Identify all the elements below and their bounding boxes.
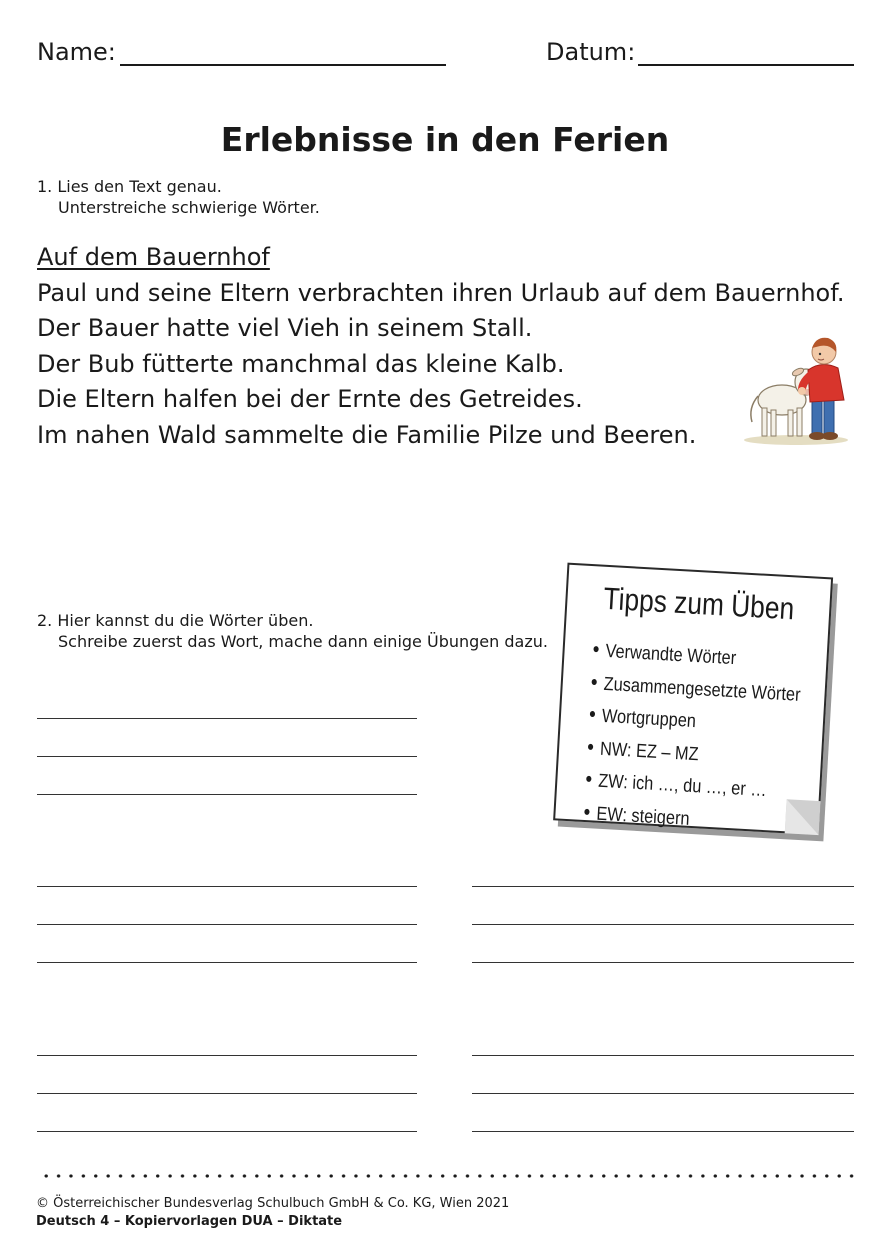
story-line: Die Eltern halfen bei der Ernte des Getreides. [37, 385, 583, 413]
date-field[interactable] [638, 64, 854, 66]
story-line: Der Bub fütterte manchmal das kleine Kalb. [37, 349, 565, 378]
writing-line[interactable] [472, 924, 854, 925]
tips-list-item: • NW: EZ – MZ [586, 732, 797, 776]
date-label: Datum: [546, 38, 636, 66]
boy-with-calf-illustration [740, 330, 852, 448]
writing-line[interactable] [37, 962, 417, 963]
tips-list-item: • Wortgruppen [588, 699, 799, 743]
writing-line[interactable] [472, 1093, 854, 1094]
footer-series: Deutsch 4 – Kopiervorlagen DUA – Diktate [36, 1214, 343, 1229]
story-line: Paul und seine Eltern verbrachten ihren Urlaub auf dem Bauernhof. [37, 278, 845, 307]
task-1-line-1: 1. Lies den Text genau. [37, 177, 222, 196]
writing-line[interactable] [37, 1093, 417, 1094]
writing-line[interactable] [37, 924, 417, 925]
task-2-instructions [37, 610, 548, 652]
tips-list-item: • EW: steigern [583, 796, 794, 840]
writing-line[interactable] [37, 794, 417, 795]
story-line: Im nahen Wald sammelte die Familie Pilze und Beeren. [37, 420, 697, 449]
footer-copyright: © Österreichischer Bundesverlag Schulbuch GmbH & Co. KG, Wien 2021 [36, 1196, 510, 1211]
story-heading: Auf dem Bauernhof [37, 243, 270, 271]
tips-title: Tipps zum Üben [602, 580, 796, 627]
writing-line[interactable] [37, 1131, 417, 1132]
writing-line[interactable] [37, 1055, 417, 1056]
story-line: Der Bauer hatte viel Vieh in seinem Stall. [37, 314, 533, 342]
writing-line[interactable] [472, 886, 854, 887]
writing-line[interactable] [37, 756, 417, 757]
tips-note-paper [553, 563, 833, 835]
task-2-line-2: Schreibe zuerst das Wort, mache dann einige Übungen dazu. [58, 632, 548, 651]
name-label: Name: [37, 38, 116, 66]
page-curl-corner [785, 799, 821, 835]
task-1-instructions [37, 176, 320, 218]
writing-line[interactable] [472, 962, 854, 963]
writing-line[interactable] [37, 886, 417, 887]
writing-line[interactable] [472, 1131, 854, 1132]
tips-list-item: • Verwandte Wörter [592, 634, 803, 678]
name-field[interactable] [120, 64, 446, 66]
story-text [37, 240, 845, 453]
tips-note [553, 563, 837, 840]
task-1-line-2: Unterstreiche schwierige Wörter. [58, 198, 320, 217]
writing-line[interactable] [37, 718, 417, 719]
dotted-separator [40, 1174, 854, 1178]
tips-list-item: • ZW: ich …, du …, er … [584, 764, 795, 808]
task-2-line-1: 2. Hier kannst du die Wörter üben. [37, 611, 314, 630]
page-title: Erlebnisse in den Ferien [220, 120, 670, 159]
writing-line[interactable] [472, 1055, 854, 1056]
tips-list-item: • Zusammengesetzte Wörter [590, 667, 801, 711]
